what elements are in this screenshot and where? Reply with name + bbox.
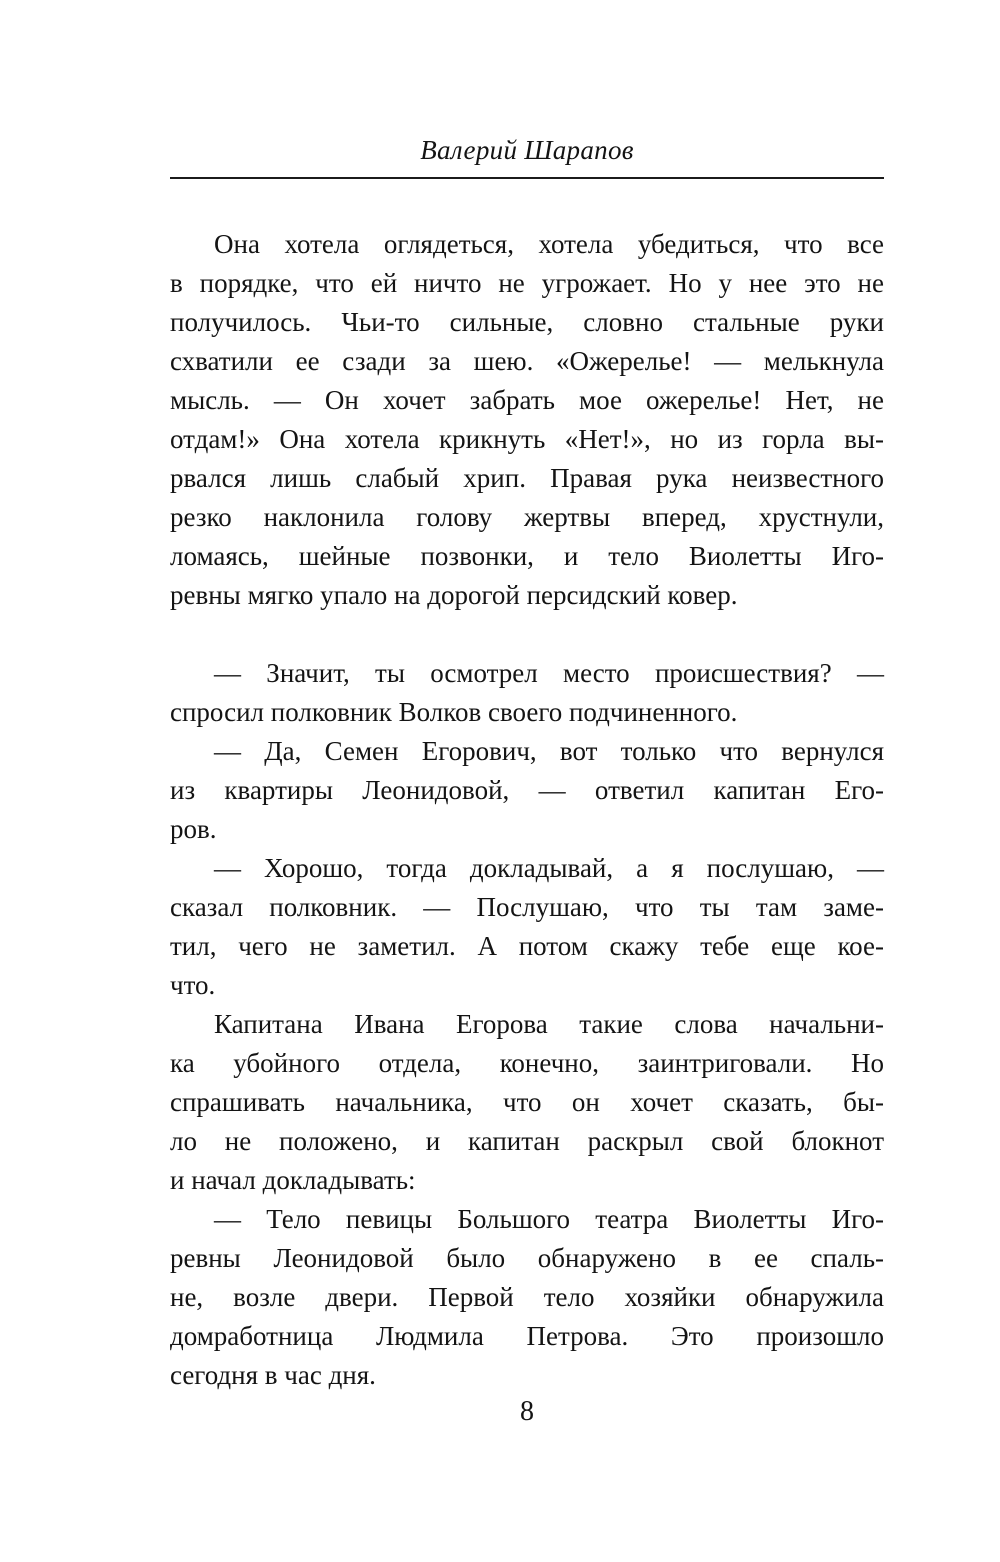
text-line: ка убойного отдела, конечно, заинтриговали. Но: [170, 1047, 884, 1078]
text-line: Она хотела оглядеться, хотела убедиться, что все: [214, 228, 884, 259]
text-line: домработница Людмила Петрова. Это произошло: [170, 1320, 884, 1351]
text-line: ло не положено, и капитан раскрыл свой блокнот: [170, 1125, 884, 1156]
text-line: ров.: [170, 813, 217, 844]
text-line: ревны мягко упало на дорогой персидский ковер.: [170, 579, 738, 610]
text-line: резко наклонила голову жертвы вперед, хрустнули,: [170, 501, 884, 532]
text-line: ломаясь, шейные позвонки, и тело Виолетты Иго-: [170, 540, 884, 571]
text-line: Капитана Ивана Егорова такие слова начальни-: [214, 1008, 884, 1039]
text-line: тил, чего не заметил. А потом скажу тебе еще кое-: [170, 930, 884, 961]
header-rule: [170, 177, 884, 179]
text-line: спрашивать начальника, что он хочет сказать, бы-: [170, 1086, 884, 1117]
text-line: и начал докладывать:: [170, 1164, 416, 1195]
text-line: сегодня в час дня.: [170, 1359, 376, 1390]
text-line: сказал полковник. — Послушаю, что ты там заме-: [170, 891, 884, 922]
author-name: Валерий Шарапов: [420, 135, 634, 165]
body-text: [170, 225, 884, 1395]
text-line: получилось. Чьи-то сильные, словно стальные руки: [170, 306, 884, 337]
text-line: спросил полковник Волков своего подчиненного.: [170, 696, 738, 727]
text-line: ревны Леонидовой было обнаружено в ее спаль-: [170, 1242, 884, 1273]
text-line: отдам!» Она хотела крикнуть «Нет!», но из горла вы-: [170, 423, 884, 454]
text-line: схватили ее сзади за шею. «Ожерелье! — мелькнула: [170, 345, 884, 376]
text-line: — Да, Семен Егорович, вот только что вернулся: [214, 735, 884, 766]
running-header: [170, 0, 884, 177]
text-line: в порядке, что ей ничто не угрожает. Но у нее это не: [170, 267, 884, 298]
text-line: — Значит, ты осмотрел место происшествия? —: [214, 657, 884, 688]
text-line: что.: [170, 969, 216, 1000]
text-line: мысль. — Он хочет забрать мое ожерелье! Нет, не: [170, 384, 884, 415]
section-break: [170, 615, 884, 654]
page-number: 8: [520, 1396, 534, 1427]
text-line: из квартиры Леонидовой, — ответил капитан Его-: [170, 774, 884, 805]
text-line: не, возле двери. Первой тело хозяйки обнаружила: [170, 1281, 884, 1312]
text-line: рвался лишь слабый хрип. Правая рука неизвестного: [170, 462, 884, 493]
text-line: — Хорошо, тогда докладывай, а я послушаю, —: [214, 852, 884, 883]
text-line: — Тело певицы Большого театра Виолетты Иго-: [214, 1203, 884, 1234]
